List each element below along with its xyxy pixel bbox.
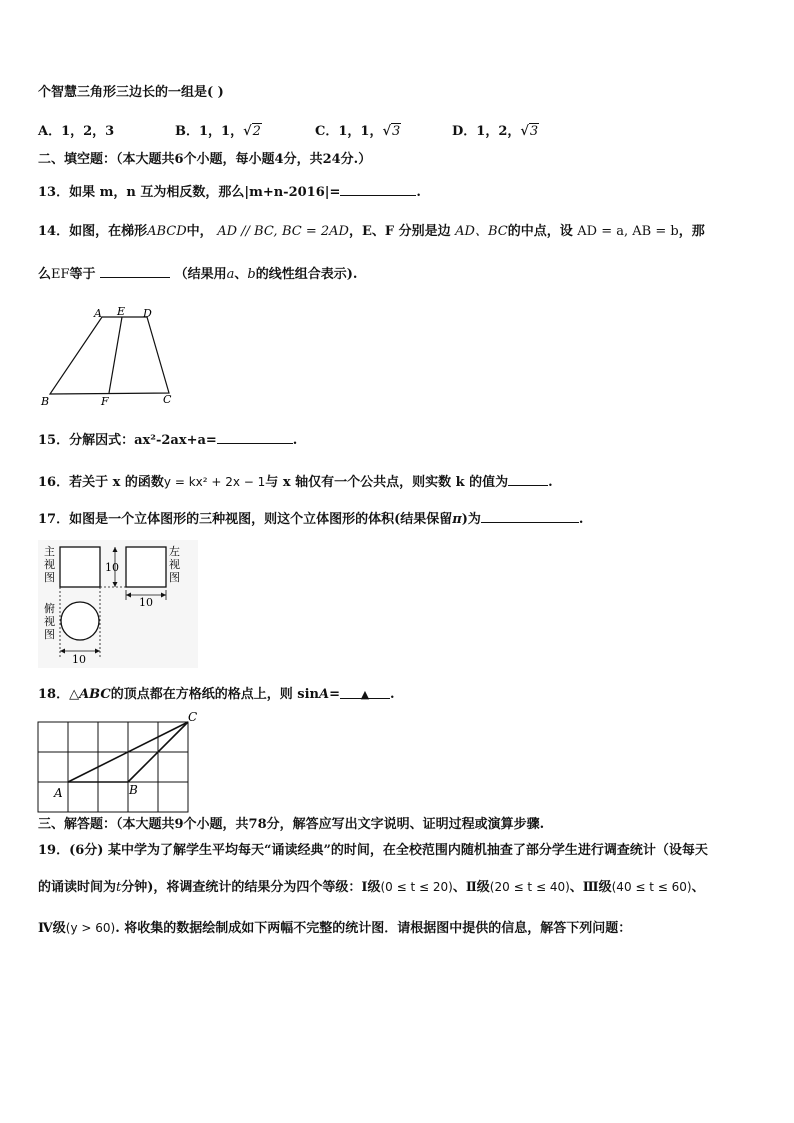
question-16: 16．若关于 x 的函数y = kx² + 2x − 1与 x 轴仅有一个公共点，则实数 k 的值为 . bbox=[38, 475, 553, 490]
left-view-square bbox=[126, 547, 166, 587]
label-a: A bbox=[94, 307, 102, 320]
answer-blank: ▲ bbox=[340, 686, 390, 699]
main-view-square bbox=[60, 547, 100, 587]
svg-text:视: 视 bbox=[44, 558, 55, 571]
svg-text:图: 图 bbox=[169, 571, 180, 584]
question-13: 13．如果 m，n 互为相反数，那么|m+n-2016|= . bbox=[38, 185, 421, 200]
sqrt-2: 2 bbox=[252, 124, 261, 139]
top-width-dimension: 10 bbox=[72, 653, 86, 666]
option-d: D．1，2，√3 bbox=[452, 124, 539, 139]
function-expression: y = kx² + 2x − 1 bbox=[163, 475, 266, 489]
question-15: 15．分解因式：ax²-2ax+a= . bbox=[38, 433, 298, 448]
svg-text:俯: 俯 bbox=[44, 602, 55, 615]
question-19-line-1: 19．(6分) 某中学为了解学生平均每天“诵读经典”的时间，在全校范围内随机抽查了部分学生进行调查统计（设每天 bbox=[38, 843, 708, 858]
sqrt-3: 3 bbox=[529, 124, 539, 139]
trapezoid-figure bbox=[38, 304, 188, 408]
answer-blank bbox=[508, 473, 548, 486]
option-b: B．1，1，√2 bbox=[175, 124, 261, 139]
question-19-line-2: 的诵读时间为t分钟)，将调查统计的结果分为四个等级：Ⅰ级(0 ≤ t ≤ 20)、Ⅱ级(20 ≤ t ≤ 40)、Ⅲ级(40 ≤ t ≤ 60)、 bbox=[38, 880, 705, 895]
label-f: F bbox=[101, 395, 109, 408]
label-c: C bbox=[163, 393, 172, 406]
label-b: B bbox=[41, 395, 50, 408]
left-width-dimension: 10 bbox=[139, 596, 153, 609]
section-3-heading: 三、解答题：（本大题共9个小题，共78分，解答应写出文字说明、证明过程或演算步骤. bbox=[38, 817, 545, 832]
label-a: A bbox=[54, 786, 63, 800]
height-dimension: 10 bbox=[105, 561, 119, 574]
question-14-line-2: 么EF等于 （结果用a、b的线性组合表示). bbox=[38, 267, 358, 282]
option-a: A．1，2，3 bbox=[38, 124, 115, 139]
svg-text:视: 视 bbox=[44, 615, 55, 628]
question-14-line-1: 14．如图，在梯形ABCD中， AD // BC, BC = 2AD，E、F 分别是边 AD、BC的中点，设 AD = a, AB = b，那 bbox=[38, 224, 705, 239]
label-c: C bbox=[188, 710, 198, 724]
answer-blank bbox=[100, 265, 170, 278]
svg-text:视: 视 bbox=[169, 558, 180, 571]
svg-text:主: 主 bbox=[44, 545, 55, 558]
svg-text:图: 图 bbox=[44, 571, 55, 584]
question-17: 17．如图是一个立体图形的三种视图，则这个立体图形的体积(结果保留π)为 . bbox=[38, 512, 584, 527]
answer-blank bbox=[481, 510, 579, 523]
label-d: D bbox=[143, 307, 152, 320]
label-b: B bbox=[129, 783, 138, 797]
vector-definition: AD = a, AB = b bbox=[577, 224, 679, 239]
answer-blank bbox=[340, 183, 416, 196]
grid-figure bbox=[36, 710, 202, 814]
section-2-heading: 二、填空题：（本大题共6个小题，每小题4分，共24分.） bbox=[38, 152, 372, 167]
answer-blank bbox=[217, 431, 293, 444]
svg-text:左: 左 bbox=[169, 545, 180, 558]
question-18: 18．△ABC的顶点都在方格纸的格点上，则 sinA= ▲ . bbox=[38, 687, 395, 702]
vector-ef: EF bbox=[51, 267, 70, 282]
sqrt-3: 3 bbox=[392, 124, 401, 139]
option-c: C．1，1，√3 bbox=[315, 124, 401, 139]
svg-text:图: 图 bbox=[44, 628, 55, 641]
top-view-circle bbox=[61, 602, 99, 640]
three-views-figure bbox=[38, 540, 198, 668]
q12-stem-tail: 个智慧三角形三边长的一组是( ) bbox=[38, 85, 224, 100]
label-e: E bbox=[117, 305, 126, 318]
question-19-line-3: Ⅳ级(y > 60). 将收集的数据绘制成如下两幅不完整的统计图．请根据图中提供的信息，解答下列问题： bbox=[38, 921, 632, 936]
